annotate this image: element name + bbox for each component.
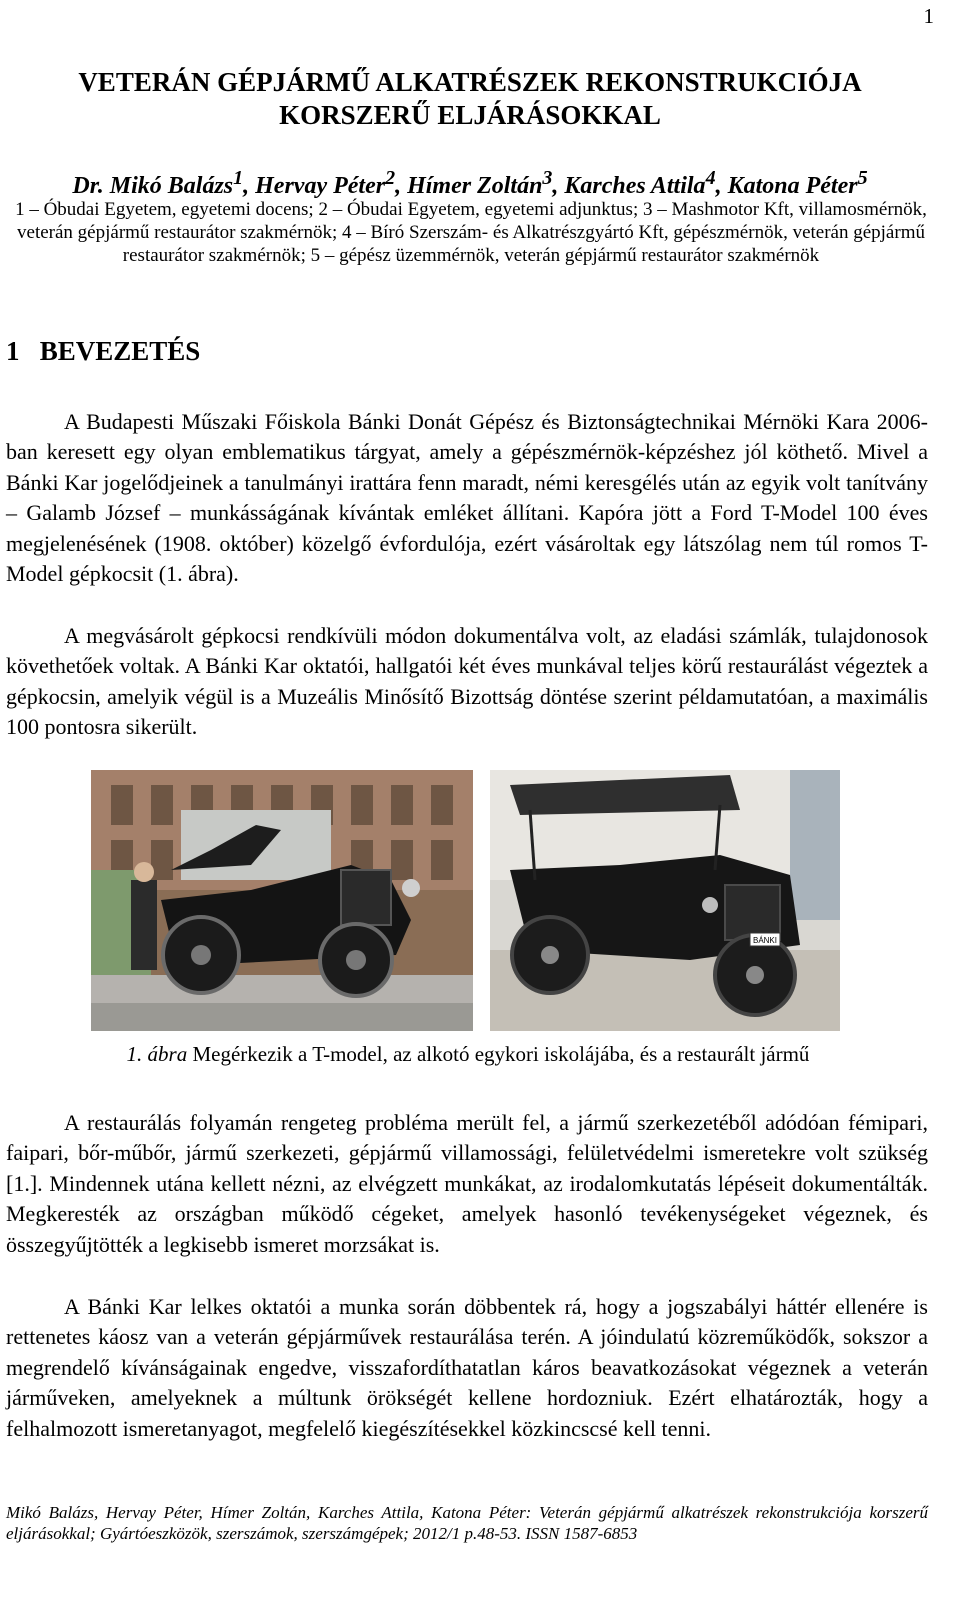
author-affil-index: 4 — [705, 167, 716, 189]
author-separator: , — [552, 173, 565, 199]
car-on-truck-image — [91, 770, 473, 1031]
figure-caption-text: Megérkezik a T-model, az alkotó egykori iskolájába, és a restaurált jármű — [187, 1042, 810, 1066]
page-number: 1 — [923, 4, 934, 28]
author-separator: , — [715, 173, 728, 199]
citation-footer: Mikó Balázs, Hervay Péter, Hímer Zoltán, Karches Attila, Katona Péter: Veterán gépjármű alkatrészek rekonstrukciója korszerű eljárásokkal; Gyártóeszközök, szerszámok, szerszámgépek; 2012/1 p.48-53. ISSN 1587-6853 — [6, 1503, 928, 1543]
restored-car-image — [490, 770, 840, 1031]
figure-label: 1. ábra — [126, 1042, 188, 1066]
author: Hímer Zoltán — [407, 173, 543, 199]
paragraph — [6, 1292, 928, 1444]
author: Karches Attila — [564, 173, 706, 199]
license-plate-text: BÁNKI — [752, 936, 778, 945]
figure-photo-restored — [490, 770, 840, 1031]
figure-caption — [0, 1042, 936, 1067]
paper-title — [0, 66, 940, 132]
paragraph — [6, 1108, 928, 1260]
paragraph-text: A megvásárolt gépkocsi rendkívüli módon dokumentálva volt, az eladási számlák, tulajdonosok követhetőek voltak. A Bánki Kar oktatói, hallgatói két éves munkával teljes körű restaurálást végeztek a gépkocsin, amelyik végül is a Muzeális Minősítő Bizottság döntése szerint példamutatóan, a maximális 100 pontosra sikerült. — [6, 623, 928, 740]
author-separator: , — [395, 173, 408, 199]
paragraph-text: A Bánki Kar lelkes oktatói a munka során döbbentek rá, hogy a jogszabályi háttér ellenére is rettenetes káosz van a veterán gépjárművek restaurálása terén. A jóindulatú közreműködők, sokszor a megrendelő kívánságainak engedve, visszafordíthatatlan káros beavatkozásokat végeznek a veterán járműveken, amelyeknek a múltunk örökségét kellene hordozniuk. Ezért elhatározták, hogy a felhalmozott ismeretanyagot, megfelelő kiegészítésekkel közkincscsé kell tenni. — [6, 1294, 928, 1441]
author: Hervay Péter — [255, 173, 386, 199]
paragraph-text: A restaurálás folyamán rengeteg probléma merült fel, a jármű szerkezetéből adódóan fémipari, faipari, bőr-műbőr, jármű szerkezeti, gépjármű villamossági, felületvédelmi ismeretekre volt szükség [1.]. Mindennek utána kellett nézni, az elvégzett munkákat, az irodalomkutatás lépéseit dokumentálták. Megkeresték az országban működő cégeket, amelyek hasonló tevékenységeket végeznek, és összegyűjtötték a legkisebb ismeret morzsákat is. — [6, 1110, 928, 1257]
author-affil-index: 3 — [542, 167, 553, 189]
section-heading: 1 BEVEZETÉS — [6, 336, 201, 366]
title-line-1: VETERÁN GÉPJÁRMŰ ALKATRÉSZEK REKONSTRUKCIÓJA — [78, 67, 862, 97]
figure-photo-arrival — [91, 770, 473, 1031]
paragraph — [6, 407, 928, 589]
author: Katona Péter — [727, 173, 858, 199]
paragraph-text: A Budapesti Műszaki Főiskola Bánki Donát Gépész és Biztonságtechnikai Mérnöki Kara 2006-ban keresett egy olyan emblematikus tárgyat, amely a gépészmérnök-képzéshez jól köthető. Mivel a Bánki Kar jogelődjeinek a tanulmányi irattára fenn maradt, némi keresgélés után az egyik volt tanítvány – Galamb József – munkásságának kívántak emléket állítani. Kapóra jött a Ford T-Model 100 éves megjelenésének (1908. október) közelgő évfordulója, ezért vásároltak egy látszólag nem túl romos T-Model gépkocsit (1. ábra). — [6, 409, 928, 587]
author-list — [0, 163, 940, 201]
author-affil-index: 1 — [233, 167, 244, 189]
affiliations: 1 – Óbudai Egyetem, egyetemi docens; 2 – Óbudai Egyetem, egyetemi adjunktus; 3 – Mashmotor Kft, villamosmérnök, veterán gépjármű restaurátor szakmérnök; 4 – Bíró Szerszám- és Alkatrészgyártó Kft, gépészmérnök, veterán gépjármű restaurátor szakmérnök; 5 – gépész üzemmérnök, veterán gépjármű restaurátor szakmérnök — [15, 199, 927, 266]
author: Dr. Mikó Balázs — [72, 173, 234, 199]
author-separator: , — [243, 173, 256, 199]
author-affil-index: 5 — [857, 167, 868, 189]
author-affil-index: 2 — [385, 167, 396, 189]
paragraph — [6, 621, 928, 743]
title-line-2: KORSZERŰ ELJÁRÁSOKKAL — [279, 100, 661, 130]
